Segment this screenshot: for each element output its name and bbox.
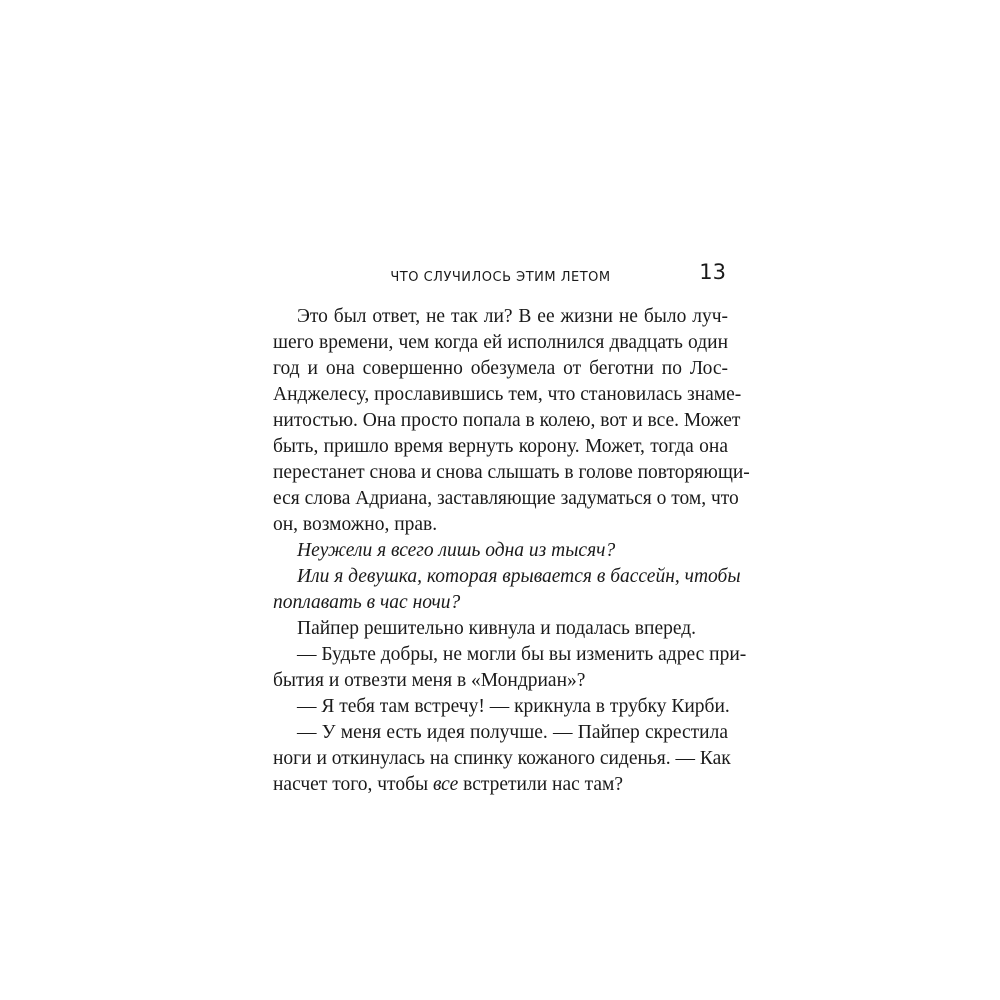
paragraph xyxy=(273,616,728,642)
text-line: ноги и откинулась на спинку кожаного сиденья. — Как xyxy=(273,748,731,769)
text-line: еся слова Адриана, заставляющие задуматься о том, что xyxy=(273,488,739,509)
text-line: бытия и отвезти меня в «Мондриан»? xyxy=(273,670,586,691)
text-line xyxy=(273,772,728,798)
text-line: Это был ответ, не так ли? В ее жизни не было луч- xyxy=(297,306,728,327)
emphasis-run: все xyxy=(432,774,459,795)
paragraph-italic xyxy=(273,564,741,616)
running-title: ЧТО СЛУЧИЛОСЬ ЭТИМ ЛЕТОМ xyxy=(390,270,611,285)
text-line: Или я девушка, которая врывается в бассейн, чтобы xyxy=(297,566,741,587)
text-line: быть, пришло время вернуть корону. Может, тогда она xyxy=(273,436,728,457)
text-line: он, возможно, прав. xyxy=(273,514,438,535)
text-line: Анджелесу, прославившись тем, что становилась знаме- xyxy=(273,384,742,405)
paragraph xyxy=(273,642,747,694)
text-line: — У меня есть идея получше. — Пайпер скрестила xyxy=(297,722,728,743)
paragraph xyxy=(273,694,728,720)
paragraph-italic xyxy=(273,538,728,564)
body-text xyxy=(273,304,750,798)
paragraph xyxy=(273,304,750,538)
text-line: нитостью. Она просто попала в колею, вот и все. Может xyxy=(273,410,741,431)
book-page xyxy=(273,258,750,798)
text-line: Пайпер решительно кивнула и подалась вперед. xyxy=(297,618,697,639)
text-line: год и она совершенно обезумела от беготни по Лос- xyxy=(273,358,728,379)
text-line: перестанет снова и снова слышать в голове повторяющи- xyxy=(273,462,750,483)
paragraph xyxy=(273,720,731,798)
text-line: — Я тебя там встречу! — крикнула в трубку Кирби. xyxy=(297,696,730,717)
text-run: насчет того, чтобы xyxy=(273,774,433,795)
text-line: шего времени, чем когда ей исполнился двадцать один xyxy=(273,332,728,353)
page-number: 13 xyxy=(699,260,726,284)
running-header xyxy=(273,258,728,298)
text-line: поплавать в час ночи? xyxy=(273,592,461,613)
text-line: Неужели я всего лишь одна из тысяч? xyxy=(297,540,616,561)
text-run: встретили нас там? xyxy=(458,774,624,795)
text-line: — Будьте добры, не могли бы вы изменить адрес при- xyxy=(297,644,747,665)
